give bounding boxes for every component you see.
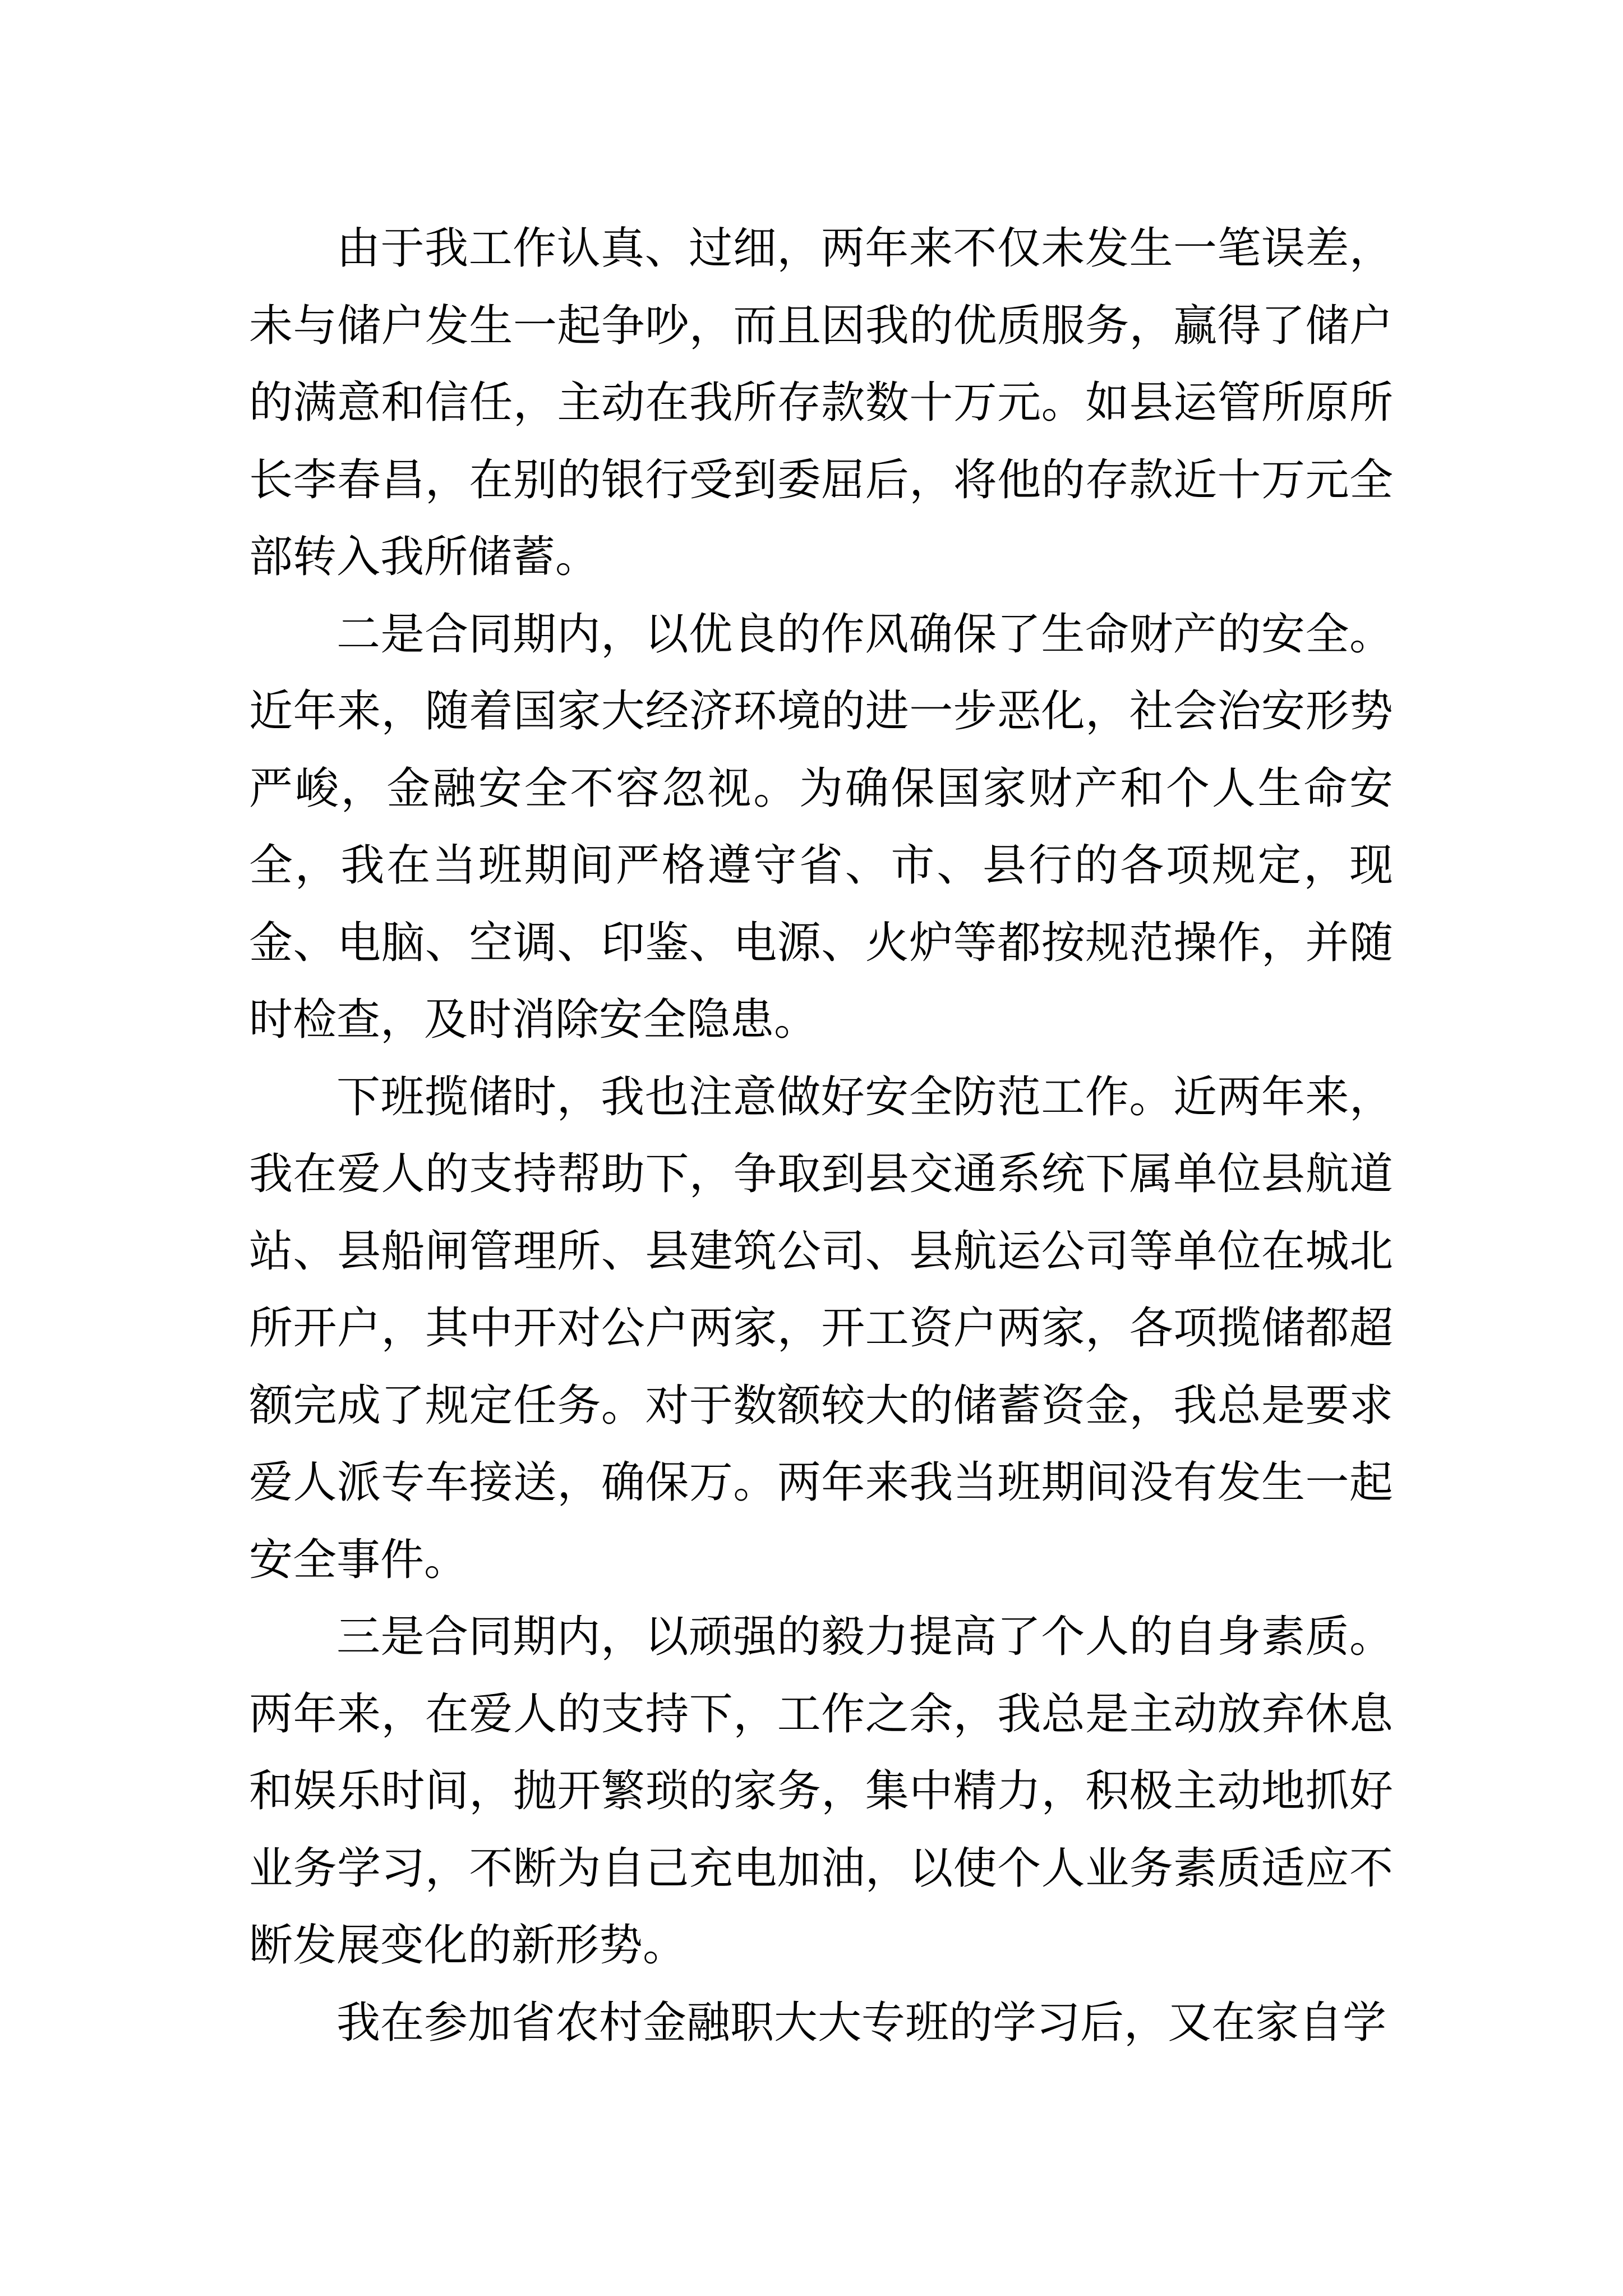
- body-text: [249, 210, 1393, 2062]
- paragraph-4: 三是合同期内，以顽强的毅力提高了个人的自身素质。两年来，在爱人的支持下，工作之余，我总是主动放弃休息和娱乐时间，抛开繁琐的家务，集中精力，积极主动地抓好业务学习，不断为自己充电加油，以使个人业务素质适应不断发展变化的新形势。: [249, 1612, 1393, 1971]
- paragraph-3: 下班揽储时，我也注意做好安全防范工作。近两年来，我在爱人的支持帮助下，争取到县交通系统下属单位县航道站、县船闸管理所、县建筑公司、县航运公司等单位在城北所开户，其中开对公户两家，开工资户两家，各项揽储都超额完成了规定任务。对于数额较大的储蓄资金，我总是要求爱人派专车接送，确保万。两年来我当班期间没有发生一起安全事件。: [249, 1071, 1393, 1585]
- paragraph-5: 我在参加省农村金融职大大专班的学习后，又在家自学: [336, 1997, 1387, 2048]
- paragraph-2: 二是合同期内，以优良的作风确保了生命财产的安全。近年来，随着国家大经济环境的进一步恶化，社会治安形势严峻，金融安全不容忽视。为确保国家财产和个人生命安全，我在当班期间严格遵守省、市、县行的各项规定，现金、电脑、空调、印鉴、电源、火炉等都按规范操作，并随时检查，及时消除安全隐患。: [249, 609, 1393, 1045]
- paragraph-1: 由于我工作认真、过细，两年来不仅未发生一笔误差，未与储户发生一起争吵，而且因我的优质服务，赢得了储户的满意和信任，主动在我所存款数十万元。如县运管所原所长李春昌，在别的银行受到委屈后，将他的存款近十万元全部转入我所储蓄。: [249, 223, 1393, 582]
